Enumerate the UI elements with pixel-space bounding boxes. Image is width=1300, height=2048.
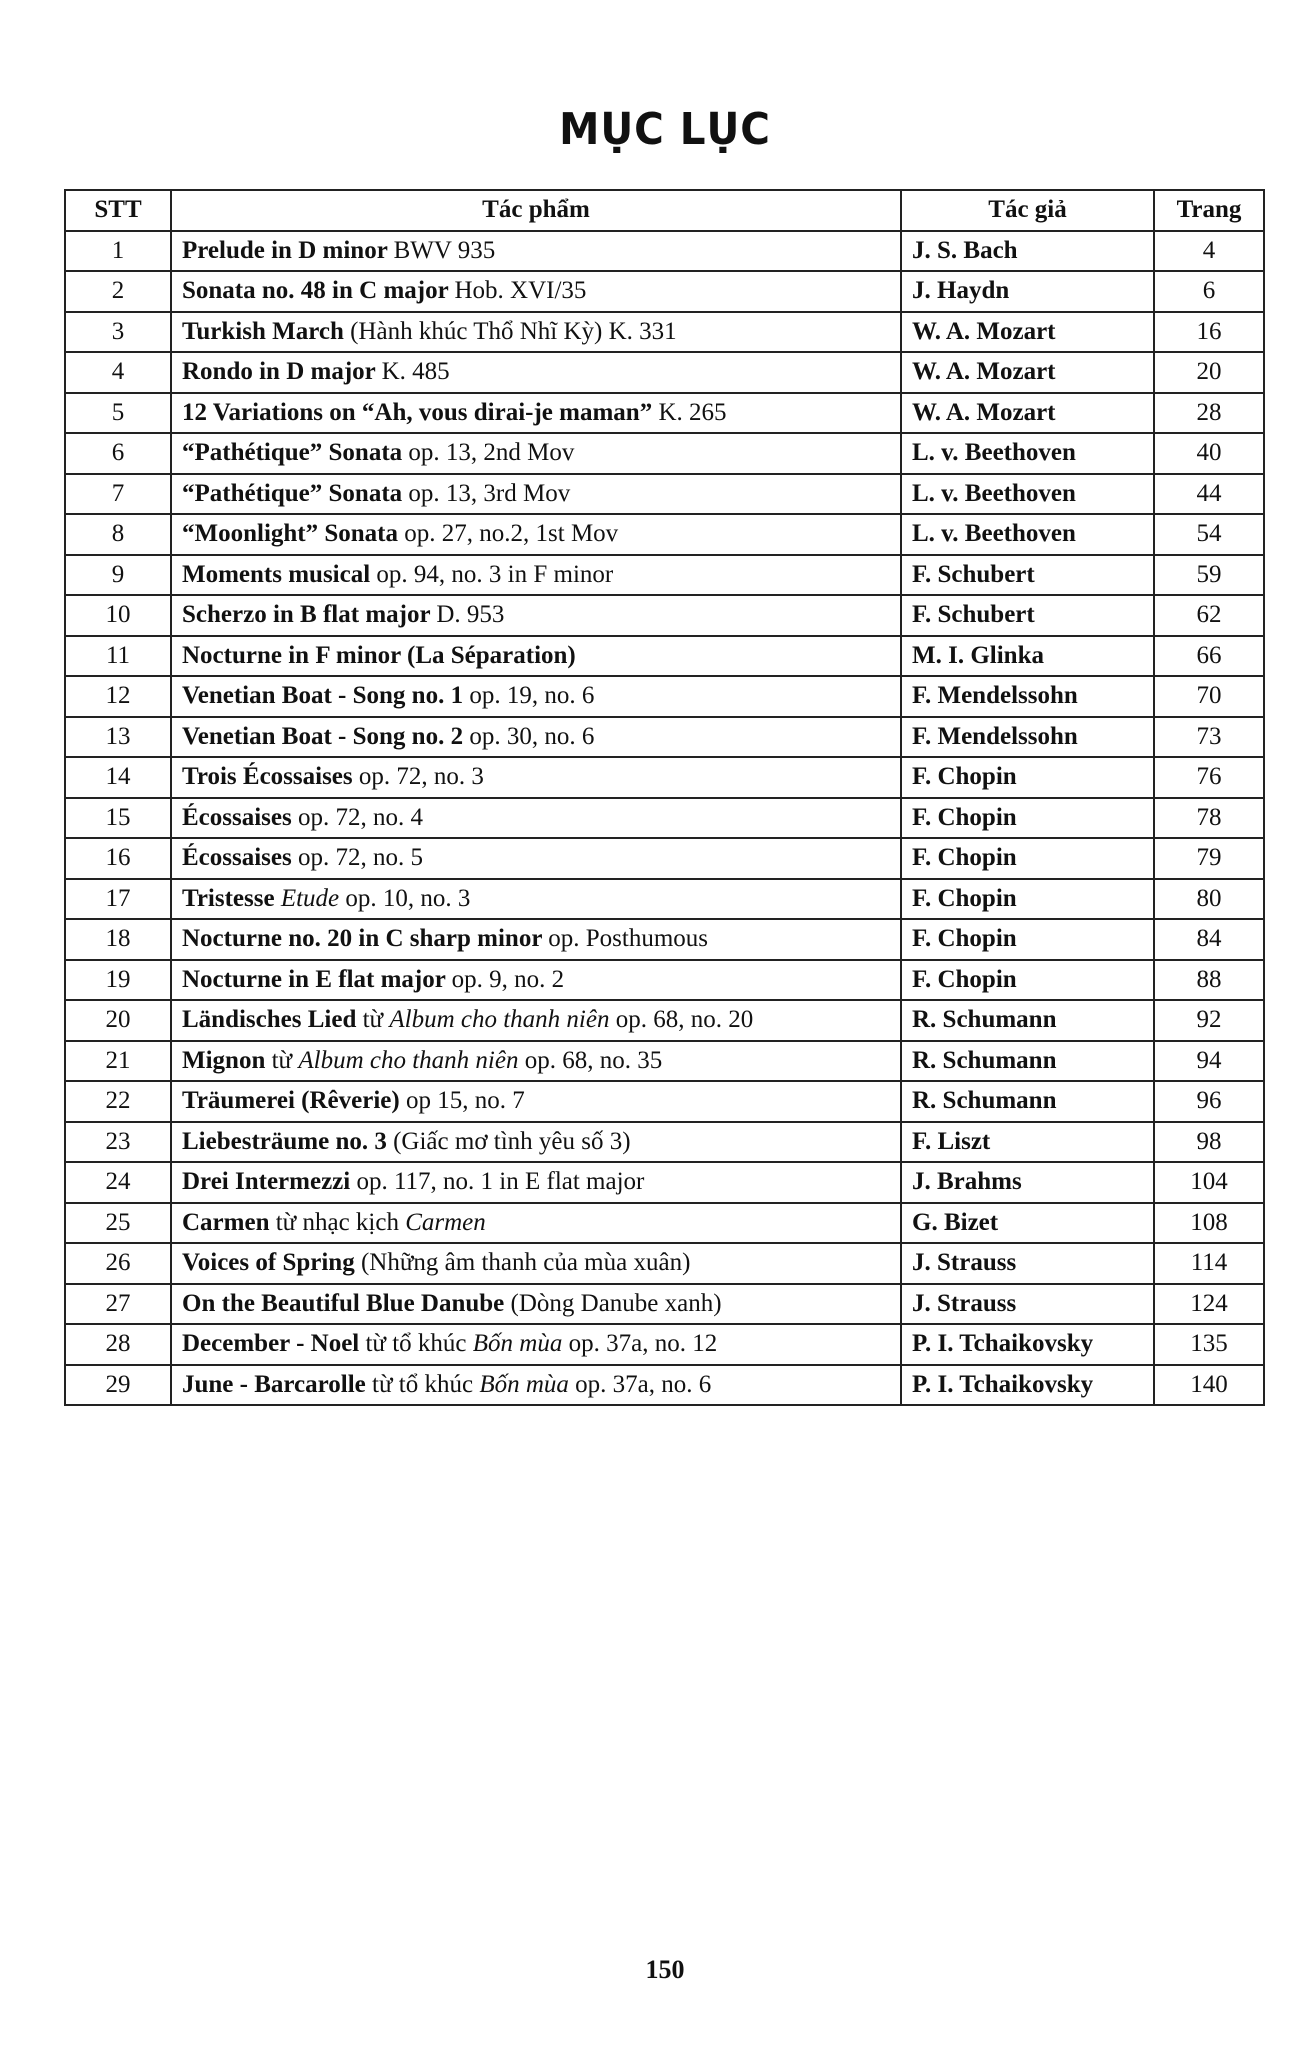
- header-author: Tác giả: [901, 190, 1154, 231]
- work-title-segment: (Dòng Danube xanh): [510, 1289, 722, 1317]
- composer: W. A. Mozart: [901, 352, 1154, 393]
- work-title-segment: Etude: [280, 884, 340, 912]
- table-row: [65, 514, 1264, 555]
- table-row: [65, 271, 1264, 312]
- composer: F. Chopin: [901, 919, 1154, 960]
- page-ref: 84: [1154, 919, 1264, 960]
- table-row: [65, 960, 1264, 1001]
- composer: J. Haydn: [901, 271, 1154, 312]
- work-title: [171, 352, 901, 393]
- work-title-segment: Rondo in D major: [182, 358, 382, 386]
- row-number: 9: [65, 555, 171, 596]
- composer: W. A. Mozart: [901, 312, 1154, 353]
- work-title: [171, 312, 901, 353]
- work-title-segment: “Pathétique” Sonata: [182, 479, 409, 507]
- table-row: [65, 757, 1264, 798]
- row-number: 26: [65, 1243, 171, 1284]
- row-number: 1: [65, 231, 171, 272]
- row-number: 6: [65, 433, 171, 474]
- row-number: 13: [65, 717, 171, 758]
- row-number: 4: [65, 352, 171, 393]
- work-title-segment: op. 72, no. 3: [358, 763, 484, 791]
- composer: W. A. Mozart: [901, 393, 1154, 434]
- work-title-segment: op. 10, no. 3: [339, 884, 471, 912]
- row-number: 17: [65, 879, 171, 920]
- work-title-segment: Prelude in D minor: [182, 236, 394, 264]
- table-row: [65, 474, 1264, 515]
- page-ref: 44: [1154, 474, 1264, 515]
- table-row: [65, 798, 1264, 839]
- work-title-segment: K. 265: [658, 398, 727, 426]
- work-title-segment: op. 68, no. 20: [609, 1006, 754, 1034]
- page-ref: 70: [1154, 676, 1264, 717]
- page-ref: 54: [1154, 514, 1264, 555]
- work-title: [171, 757, 901, 798]
- work-title-segment: op. 72, no. 4: [297, 803, 423, 831]
- composer: F. Schubert: [901, 595, 1154, 636]
- page-ref: 16: [1154, 312, 1264, 353]
- work-title-segment: Écossaises: [182, 803, 298, 831]
- work-title-segment: Drei Intermezzi: [182, 1168, 357, 1196]
- work-title-segment: Nocturne in E flat major: [182, 965, 452, 993]
- page-ref: 96: [1154, 1081, 1264, 1122]
- work-title-segment: Träumerei (Rêverie): [182, 1087, 406, 1115]
- row-number: 19: [65, 960, 171, 1001]
- table-row: [65, 595, 1264, 636]
- work-title-segment: op. 27, no.2, 1st Mov: [404, 520, 619, 548]
- work-title-segment: June - Barcarolle: [182, 1370, 373, 1398]
- work-title-segment: từ tổ khúc: [365, 1330, 473, 1358]
- work-title-segment: “Pathétique” Sonata: [182, 439, 409, 467]
- work-title: [171, 1000, 901, 1041]
- row-number: 18: [65, 919, 171, 960]
- work-title: [171, 595, 901, 636]
- page-title: MỤC LỤC: [559, 104, 771, 155]
- work-title: [171, 960, 901, 1001]
- work-title-segment: Carmen: [405, 1208, 486, 1236]
- page-ref: 94: [1154, 1041, 1264, 1082]
- composer: F. Schubert: [901, 555, 1154, 596]
- work-title-segment: Ländisches Lied: [182, 1006, 363, 1034]
- work-title-segment: Moments musical: [182, 560, 377, 588]
- composer: J. S. Bach: [901, 231, 1154, 272]
- work-title: [171, 433, 901, 474]
- work-title-segment: Sonata no. 48 in C major: [182, 277, 455, 305]
- table-header-row: [65, 190, 1264, 231]
- page-ref: 135: [1154, 1324, 1264, 1365]
- page-ref: 114: [1154, 1243, 1264, 1284]
- work-title-segment: Album cho thanh niên: [298, 1046, 519, 1074]
- work-title-segment: BWV 935: [393, 236, 496, 264]
- work-title-segment: op. 37a, no. 6: [568, 1370, 712, 1398]
- table-row: [65, 636, 1264, 677]
- row-number: 3: [65, 312, 171, 353]
- work-title-segment: Mignon: [182, 1046, 272, 1074]
- table-row: [65, 919, 1264, 960]
- work-title: [171, 393, 901, 434]
- composer: R. Schumann: [901, 1081, 1154, 1122]
- table-row: [65, 1162, 1264, 1203]
- row-number: 15: [65, 798, 171, 839]
- work-title-segment: Scherzo in B flat major: [182, 601, 437, 629]
- work-title-segment: K. 485: [381, 358, 450, 386]
- work-title-segment: từ: [271, 1046, 299, 1074]
- work-title: [171, 636, 901, 677]
- page-ref: 124: [1154, 1284, 1264, 1325]
- row-number: 2: [65, 271, 171, 312]
- work-title-segment: op. Posthumous: [548, 925, 709, 953]
- composer: F. Chopin: [901, 879, 1154, 920]
- work-title: [171, 676, 901, 717]
- table-row: [65, 393, 1264, 434]
- work-title-segment: op 15, no. 7: [405, 1087, 525, 1115]
- work-title-segment: Carmen: [182, 1208, 276, 1236]
- work-title: [171, 798, 901, 839]
- work-title-segment: op. 19, no. 6: [469, 682, 595, 710]
- header-work: Tác phẩm: [171, 190, 901, 231]
- composer: F. Chopin: [901, 798, 1154, 839]
- work-title-segment: Venetian Boat - Song no. 1: [182, 682, 470, 710]
- work-title-segment: Nocturne in F minor (La Séparation): [182, 641, 576, 669]
- composer: F. Chopin: [901, 838, 1154, 879]
- work-title-segment: “Moonlight” Sonata: [182, 520, 405, 548]
- table-row: [65, 1365, 1264, 1406]
- composer: P. I. Tchaikovsky: [901, 1324, 1154, 1365]
- page-ref: 108: [1154, 1203, 1264, 1244]
- work-title: [171, 1203, 901, 1244]
- work-title: [171, 838, 901, 879]
- work-title: [171, 271, 901, 312]
- table-row: [65, 1122, 1264, 1163]
- work-title: [171, 1122, 901, 1163]
- work-title-segment: từ: [362, 1006, 390, 1034]
- header-page: Trang: [1154, 190, 1264, 231]
- work-title: [171, 231, 901, 272]
- page-ref: 59: [1154, 555, 1264, 596]
- work-title: [171, 474, 901, 515]
- composer: R. Schumann: [901, 1000, 1154, 1041]
- work-title: [171, 1162, 901, 1203]
- work-title: [171, 1243, 901, 1284]
- work-title-segment: Turkish March: [182, 317, 351, 345]
- table-row: [65, 879, 1264, 920]
- page-ref: 92: [1154, 1000, 1264, 1041]
- composer: F. Chopin: [901, 960, 1154, 1001]
- work-title-segment: op. 117, no. 1 in E flat major: [356, 1168, 645, 1196]
- work-title-segment: op. 13, 2nd Mov: [408, 439, 575, 467]
- composer: L. v. Beethoven: [901, 514, 1154, 555]
- composer: J. Strauss: [901, 1284, 1154, 1325]
- work-title: [171, 1041, 901, 1082]
- page-number: 150: [645, 1955, 685, 1984]
- work-title-segment: Voices of Spring: [182, 1249, 361, 1277]
- row-number: 29: [65, 1365, 171, 1406]
- work-title: [171, 1324, 901, 1365]
- work-title: [171, 514, 901, 555]
- table-row: [65, 1284, 1264, 1325]
- row-number: 28: [65, 1324, 171, 1365]
- work-title-segment: Bốn mùa: [472, 1330, 563, 1358]
- row-number: 10: [65, 595, 171, 636]
- table-row: [65, 1243, 1264, 1284]
- row-number: 16: [65, 838, 171, 879]
- page-ref: 66: [1154, 636, 1264, 677]
- page-ref: 78: [1154, 798, 1264, 839]
- page-ref: 98: [1154, 1122, 1264, 1163]
- page-ref: 6: [1154, 271, 1264, 312]
- row-number: 21: [65, 1041, 171, 1082]
- table-row: [65, 717, 1264, 758]
- work-title-segment: (Giấc mơ tình yêu số 3): [393, 1127, 631, 1155]
- page-ref: 62: [1154, 595, 1264, 636]
- table-row: [65, 1000, 1264, 1041]
- work-title-segment: op. 37a, no. 12: [562, 1330, 718, 1358]
- header-stt: STT: [65, 190, 171, 231]
- page-ref: 4: [1154, 231, 1264, 272]
- work-title: [171, 1081, 901, 1122]
- composer: M. I. Glinka: [901, 636, 1154, 677]
- table-row: [65, 433, 1264, 474]
- row-number: 24: [65, 1162, 171, 1203]
- work-title-segment: op. 13, 3rd Mov: [408, 479, 571, 507]
- work-title-segment: (Những âm thanh của mùa xuân): [360, 1249, 691, 1277]
- work-title-segment: op. 9, no. 2: [451, 965, 565, 993]
- composer: R. Schumann: [901, 1041, 1154, 1082]
- composer: F. Mendelssohn: [901, 717, 1154, 758]
- table-row: [65, 312, 1264, 353]
- work-title-segment: từ nhạc kịch: [275, 1208, 406, 1236]
- work-title-segment: On the Beautiful Blue Danube: [182, 1289, 511, 1317]
- page-ref: 40: [1154, 433, 1264, 474]
- composer: F. Chopin: [901, 757, 1154, 798]
- page-ref: 76: [1154, 757, 1264, 798]
- work-title-segment: Nocturne no. 20 in C sharp minor: [182, 925, 549, 953]
- work-title-segment: Écossaises: [182, 844, 298, 872]
- work-title-segment: Tristesse: [182, 884, 281, 912]
- work-title-segment: op. 68, no. 35: [518, 1046, 663, 1074]
- row-number: 25: [65, 1203, 171, 1244]
- table-row: [65, 1203, 1264, 1244]
- page-ref: 88: [1154, 960, 1264, 1001]
- table-of-contents: [64, 189, 1265, 1406]
- composer: L. v. Beethoven: [901, 433, 1154, 474]
- row-number: 27: [65, 1284, 171, 1325]
- work-title-segment: 12 Variations on “Ah, vous dirai-je maman”: [182, 398, 659, 426]
- row-number: 8: [65, 514, 171, 555]
- work-title: [171, 1284, 901, 1325]
- work-title: [171, 919, 901, 960]
- composer: F. Liszt: [901, 1122, 1154, 1163]
- table-row: [65, 838, 1264, 879]
- work-title-segment: Album cho thanh niên: [389, 1006, 610, 1034]
- work-title-segment: op. 30, no. 6: [469, 722, 595, 750]
- work-title-segment: Hob. XVI/35: [454, 277, 587, 305]
- composer: J. Strauss: [901, 1243, 1154, 1284]
- page-ref: 20: [1154, 352, 1264, 393]
- table-row: [65, 555, 1264, 596]
- row-number: 22: [65, 1081, 171, 1122]
- work-title-segment: op. 94, no. 3 in F minor: [376, 560, 614, 588]
- row-number: 14: [65, 757, 171, 798]
- table-body: [65, 231, 1264, 1406]
- work-title: [171, 879, 901, 920]
- page-ref: 140: [1154, 1365, 1264, 1406]
- row-number: 20: [65, 1000, 171, 1041]
- work-title: [171, 717, 901, 758]
- work-title-segment: Liebesträume no. 3: [182, 1127, 394, 1155]
- page-ref: 28: [1154, 393, 1264, 434]
- table-row: [65, 1081, 1264, 1122]
- page-ref: 80: [1154, 879, 1264, 920]
- row-number: 7: [65, 474, 171, 515]
- page-ref: 79: [1154, 838, 1264, 879]
- work-title-segment: D. 953: [436, 601, 505, 629]
- row-number: 5: [65, 393, 171, 434]
- work-title: [171, 1365, 901, 1406]
- work-title-segment: Bốn mùa: [479, 1370, 569, 1398]
- composer: J. Brahms: [901, 1162, 1154, 1203]
- row-number: 23: [65, 1122, 171, 1163]
- row-number: 11: [65, 636, 171, 677]
- composer: P. I. Tchaikovsky: [901, 1365, 1154, 1406]
- work-title-segment: Trois Écossaises: [182, 763, 359, 791]
- work-title-segment: từ tổ khúc: [372, 1370, 480, 1398]
- composer: L. v. Beethoven: [901, 474, 1154, 515]
- work-title-segment: op. 72, no. 5: [297, 844, 423, 872]
- table-row: [65, 1324, 1264, 1365]
- table-row: [65, 676, 1264, 717]
- work-title: [171, 555, 901, 596]
- work-title-segment: (Hành khúc Thổ Nhĩ Kỳ) K. 331: [350, 317, 677, 345]
- composer: F. Mendelssohn: [901, 676, 1154, 717]
- page-ref: 104: [1154, 1162, 1264, 1203]
- row-number: 12: [65, 676, 171, 717]
- work-title-segment: December - Noel: [182, 1330, 366, 1358]
- composer: G. Bizet: [901, 1203, 1154, 1244]
- table-row: [65, 231, 1264, 272]
- table-row: [65, 1041, 1264, 1082]
- page-ref: 73: [1154, 717, 1264, 758]
- work-title-segment: Venetian Boat - Song no. 2: [182, 722, 470, 750]
- table-row: [65, 352, 1264, 393]
